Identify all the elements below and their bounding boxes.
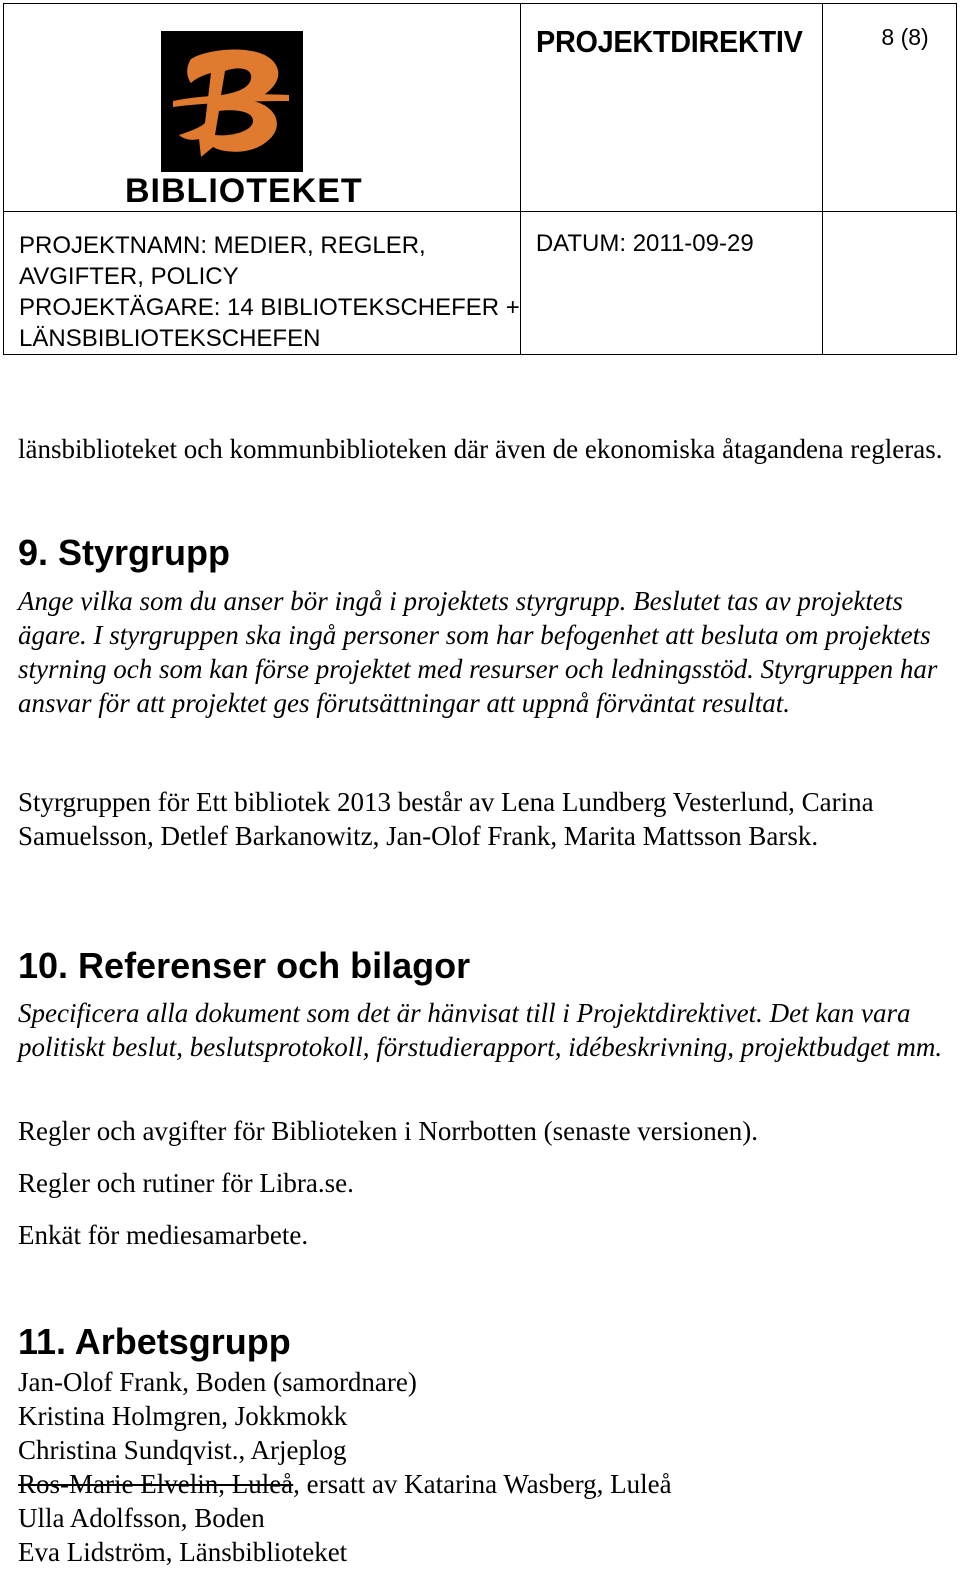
section-instruction: Ange vilka som du anser bör ingå i projektets styrgrupp. Beslutet tas av projektets ägare. I styrgruppen ska ingå personer som har befogenhet att besluta om projektets styrning och som kan förse projektet med resurser och ledningsstöd. Styrgruppen har ansvar för att projektet ges förutsättningar att uppnå förväntat resultat. — [18, 586, 938, 718]
list-item: Ulla Adolfsson, Boden — [18, 1503, 265, 1533]
project-line: LÄNSBIBLIOTEKSCHEFEN — [19, 325, 321, 352]
intro-paragraph: länsbiblioteket och kommunbiblioteken där även de ekonomiska åtagandena regleras. — [18, 434, 943, 464]
document-date: DATUM: 2011-09-29 — [520, 212, 823, 355]
project-line: PROJEKTNAMN: MEDIER, REGLER, — [19, 232, 426, 259]
replacement-member: , ersatt av Katarina Wasberg, Luleå — [293, 1469, 672, 1499]
section-body: Styrgruppen för Ett bibliotek 2013 består av Lena Lundberg Vesterlund, Carina Samuelsson, Detlef Barkanowitz, Jan-Olof Frank, Marita Mattsson Barsk. — [18, 787, 874, 851]
logo-cell — [4, 4, 521, 212]
title-cell — [520, 4, 823, 212]
list-item: Eva Lidström, Länsbiblioteket — [18, 1537, 348, 1567]
section-heading-styrgrupp: 9. Styrgrupp — [18, 532, 231, 573]
empty-cell — [823, 212, 957, 355]
list-item: Christina Sundqvist., Arjeplog — [18, 1435, 347, 1465]
project-info — [4, 212, 521, 355]
member-list — [18, 1365, 948, 1569]
document-title: PROJEKTDIREKTIV — [535, 24, 803, 59]
page-number: 8 (8) — [823, 4, 957, 212]
project-line: AVGIFTER, POLICY — [19, 263, 239, 290]
reference-item: Regler och rutiner för Libra.se. — [18, 1168, 354, 1198]
reference-item: Enkät för mediesamarbete. — [18, 1220, 309, 1250]
reference-item: Regler och avgifter för Biblioteken i Norrbotten (senaste versionen). — [18, 1116, 759, 1146]
document-header — [3, 3, 957, 355]
section-instruction: Specificera alla dokument som det är hänvisat till i Projektdirektivet. Det kan vara politiskt beslut, beslutsprotokoll, förstudierapport, idébeskrivning, projektbudget mm. — [18, 998, 943, 1062]
section-heading-referenser: 10. Referenser och bilagor — [18, 945, 471, 986]
library-logo-icon — [161, 31, 303, 172]
logo-text: BIBLIOTEKET — [125, 172, 363, 210]
list-item: Kristina Holmgren, Jokkmokk — [18, 1401, 348, 1431]
section-heading-arbetsgrupp: 11. Arbetsgrupp — [18, 1321, 291, 1362]
struck-member: Ros-Marie Elvelin, Luleå — [18, 1469, 294, 1499]
list-item: Jan-Olof Frank, Boden (samordnare) — [18, 1367, 417, 1397]
list-item — [18, 1467, 948, 1501]
project-line: PROJEKTÄGARE: 14 BIBLIOTEKSCHEFER + — [19, 294, 520, 321]
